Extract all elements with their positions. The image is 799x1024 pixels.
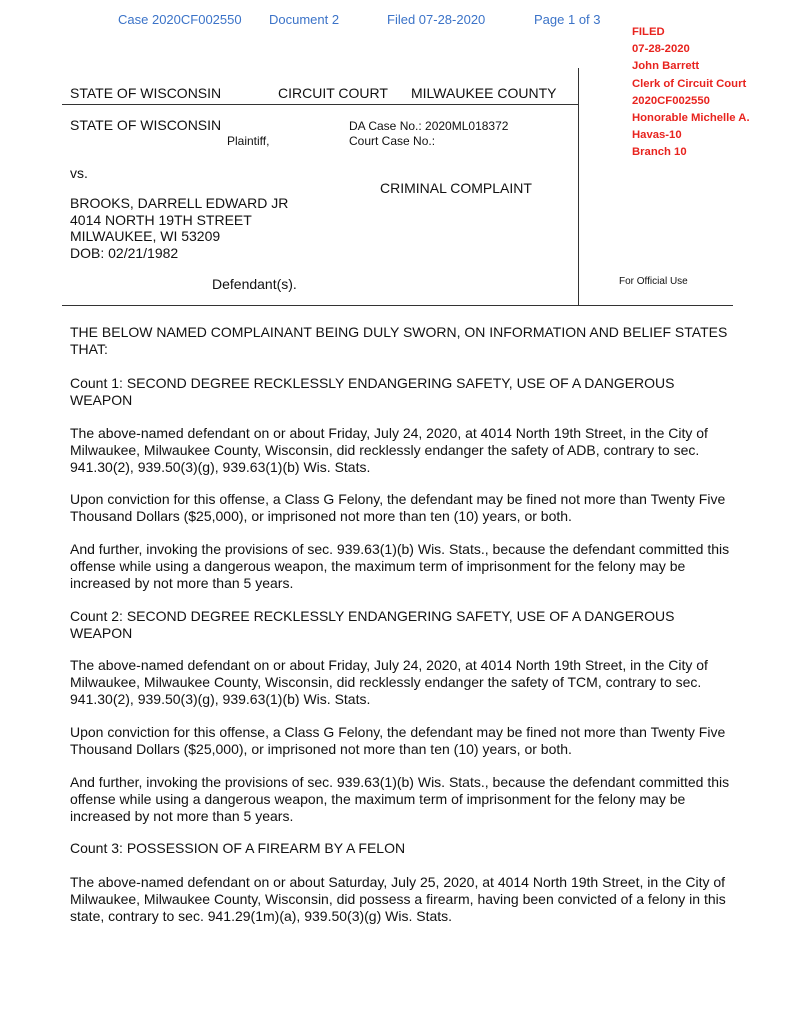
count2-penalty: Upon conviction for this offense, a Class G Felony, the defendant may be fined not more than Twenty Five Thousand Dollars ($25,000), or imprisoned not more than ten (10) years, or both. — [70, 724, 726, 757]
count3-charge: The above-named defendant on or about Saturday, July 25, 2020, at 4014 North 19th Street, in the City of Milwaukee, Milwaukee County, Wisconsin, did possess a firearm, having been convicted of a felony in this state, contrary to sec. 941.29(1m)(a), 939.50(3)(g) Wis. Stats. — [70, 874, 726, 924]
court-case-number: Court Case No.: — [349, 134, 436, 148]
header-case-number: Case 2020CF002550 — [118, 12, 242, 27]
count1-penalty: Upon conviction for this offense, a Class G Felony, the defendant may be fined not more than Twenty Five Thousand Dollars ($25,000), or imprisoned not more than ten (10) years, or both. — [70, 491, 726, 524]
header-filed-date: Filed 07-28-2020 — [387, 12, 486, 27]
defendant-dob: DOB: 02/21/1982 — [70, 244, 179, 261]
caption-bottom-rule — [62, 305, 733, 306]
stamp-line: Branch 10 — [632, 146, 687, 159]
da-case-number: DA Case No.: 2020ML018372 — [349, 119, 509, 133]
defendant-block — [70, 195, 288, 261]
caption-county: MILWAUKEE COUNTY — [411, 85, 557, 101]
official-use-label: For Official Use — [619, 276, 688, 287]
stamp-line: Havas-10 — [632, 129, 682, 142]
count2-title: Count 2: SECOND DEGREE RECKLESSLY ENDANGERING SAFETY, USE OF A DANGEROUS WEAPON — [70, 608, 675, 641]
caption-vertical-divider — [578, 68, 579, 306]
caption-state: STATE OF WISCONSIN — [70, 85, 222, 101]
intro-statement: THE BELOW NAMED COMPLAINANT BEING DULY SWORN, ON INFORMATION AND BELIEF STATES THAT: — [70, 324, 728, 357]
filed-stamp — [632, 24, 772, 162]
count1-title: Count 1: SECOND DEGREE RECKLESSLY ENDANGERING SAFETY, USE OF A DANGEROUS WEAPON — [70, 375, 675, 408]
defendant-city: MILWAUKEE, WI 53209 — [70, 228, 221, 244]
count1-enhancer: And further, invoking the provisions of sec. 939.63(1)(b) Wis. Stats., because the defendant committed this offense while using a dangerous weapon, the maximum term of imprisonment for the felony may be increased by not more than 5 years. — [70, 541, 730, 591]
plaintiff-name: STATE OF WISCONSIN — [70, 117, 222, 133]
caption-court: CIRCUIT COURT — [278, 85, 388, 101]
stamp-line: 2020CF002550 — [632, 94, 710, 107]
defendant-address: 4014 NORTH 19TH STREET — [70, 211, 252, 228]
count2-charge: The above-named defendant on or about Friday, July 24, 2020, at 4014 North 19th Street, in the City of Milwaukee, Milwaukee County, Wisconsin, did recklessly endanger the safety of TCM, contrary to sec. 941.30(2), 939.50(3)(g), 939.63(1)(b) Wis. Stats. — [70, 657, 708, 707]
stamp-line: Honorable Michelle A. — [632, 112, 750, 125]
defendant-role: Defendant(s). — [212, 276, 297, 292]
header-page-number: Page 1 of 3 — [534, 12, 601, 27]
count1-charge: The above-named defendant on or about Friday, July 24, 2020, at 4014 North 19th Street, in the City of Milwaukee, Milwaukee County, Wisconsin, did recklessly endanger the safety of ADB, contrary to sec. 941.30(2), 939.50(3)(g), 939.63(1)(b) Wis. Stats. — [70, 425, 708, 475]
count2-enhancer: And further, invoking the provisions of sec. 939.63(1)(b) Wis. Stats., because the defendant committed this offense while using a dangerous weapon, the maximum term of imprisonment for the felony may be increased by not more than 5 years. — [70, 774, 730, 824]
stamp-line: John Barrett — [632, 60, 700, 73]
versus-label: vs. — [70, 165, 88, 181]
defendant-name: BROOKS, DARRELL EDWARD JR — [70, 195, 289, 211]
stamp-line: FILED — [632, 26, 665, 38]
document-type: CRIMINAL COMPLAINT — [380, 180, 532, 196]
count3-title: Count 3: POSSESSION OF A FIREARM BY A FELON — [70, 840, 406, 856]
plaintiff-role: Plaintiff, — [227, 134, 270, 148]
stamp-line: 07-28-2020 — [632, 43, 690, 56]
caption-top-rule — [62, 104, 578, 105]
stamp-line: Clerk of Circuit Court — [632, 77, 747, 90]
header-document-number: Document 2 — [269, 12, 340, 27]
